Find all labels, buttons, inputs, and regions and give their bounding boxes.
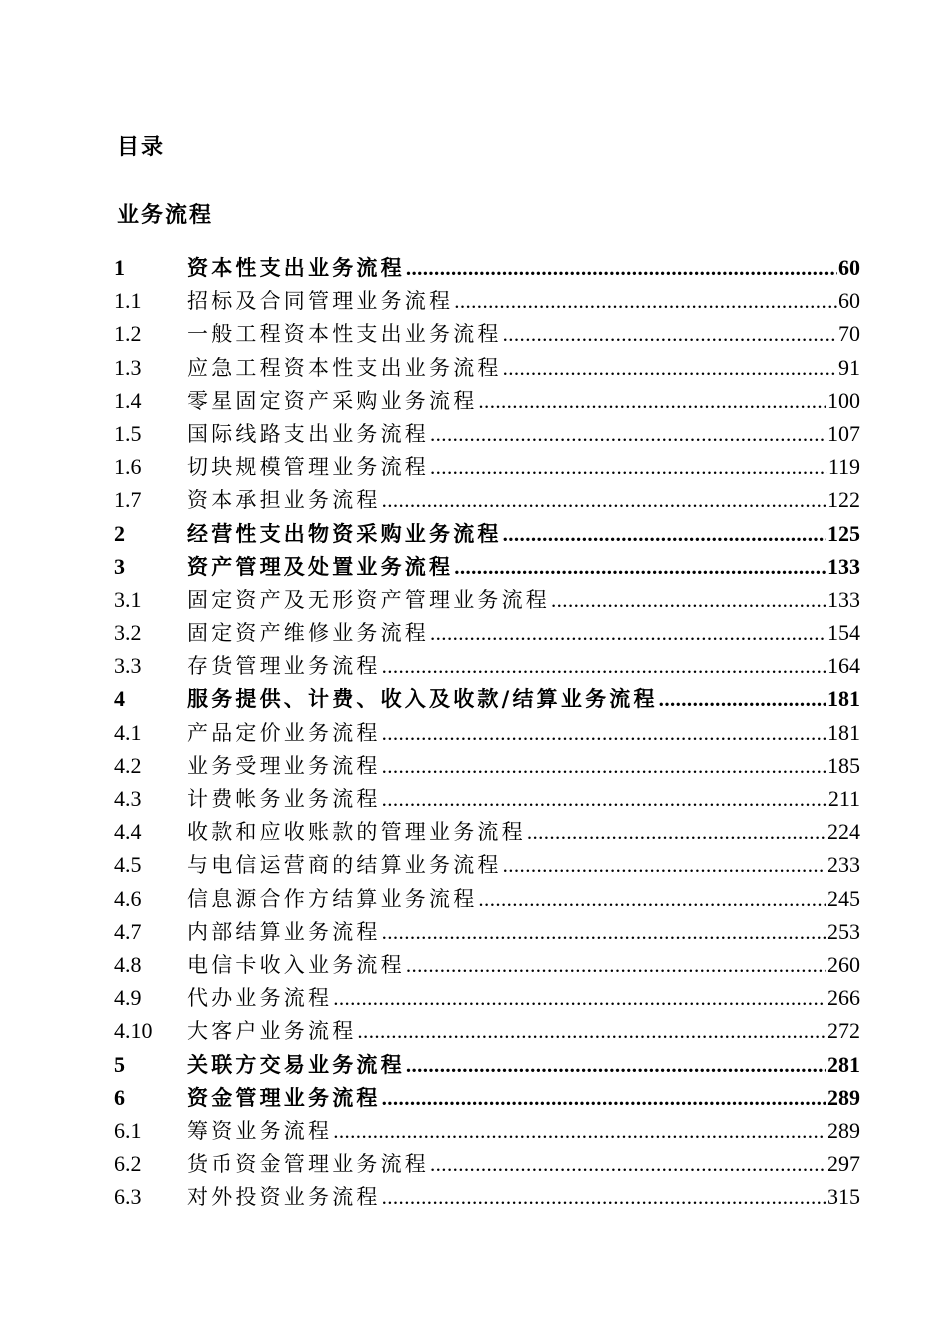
toc-entry-number: 6.2 [114, 1151, 142, 1177]
toc-entry-page-number[interactable]: 181 [827, 686, 860, 712]
toc-entry-number: 1.3 [114, 354, 142, 380]
toc-entry-number: 2 [114, 520, 125, 546]
toc-entry-page-number[interactable]: 60 [838, 288, 860, 314]
toc-entry-number: 6.3 [114, 1184, 142, 1210]
toc-entry-title[interactable]: 电信卡收入业务流程 [187, 952, 405, 977]
toc-entry-page-number[interactable]: 211 [827, 786, 860, 811]
toc-dot-leader [406, 1049, 826, 1082]
toc-entry-page-number[interactable]: 289 [827, 1084, 860, 1110]
toc-entry-page-number[interactable]: 70 [838, 321, 860, 347]
toc-entry-number: 4.6 [114, 885, 142, 911]
toc-entry[interactable] [114, 1014, 860, 1047]
toc-entry-page-number[interactable]: 272 [827, 1018, 860, 1044]
toc-entry-page-number[interactable]: 289 [827, 1117, 860, 1143]
toc-entry[interactable] [114, 616, 860, 649]
toc-dot-leader [382, 650, 826, 683]
toc-entry[interactable] [114, 251, 860, 284]
toc-dot-leader [382, 1082, 826, 1115]
toc-entry-title[interactable]: 资金管理业务流程 [187, 1084, 381, 1110]
section-heading: 业务流程 [117, 202, 214, 228]
toc-dot-leader [478, 883, 826, 916]
toc-entry-number: 6.1 [114, 1117, 142, 1143]
toc-entry-number: 5 [114, 1051, 125, 1077]
toc-dot-leader [382, 1181, 826, 1214]
toc-dot-leader [382, 916, 826, 949]
toc-entry-number: 4.2 [114, 752, 142, 778]
toc-entry-title[interactable]: 对外投资业务流程 [187, 1185, 381, 1210]
toc-entry-number: 1.4 [114, 387, 142, 413]
toc-entry-title[interactable]: 计费帐务业务流程 [187, 787, 381, 811]
toc-entry-number: 4.9 [114, 985, 142, 1011]
toc-entry-page-number[interactable]: 122 [827, 487, 860, 513]
toc-entry-page-number[interactable]: 224 [827, 819, 860, 845]
toc-entry[interactable] [114, 649, 860, 682]
toc-dot-leader [357, 1015, 826, 1048]
toc-dot-leader [382, 484, 826, 517]
toc-dot-leader [503, 352, 837, 385]
toc-entry-number: 3 [114, 553, 125, 579]
toc-entry-page-number[interactable]: 91 [838, 354, 860, 380]
toc-entry[interactable] [114, 284, 860, 317]
toc-entry-number: 3.3 [114, 653, 142, 679]
toc-dot-leader [454, 551, 826, 584]
toc-entry[interactable] [114, 716, 860, 749]
toc-dot-leader [430, 418, 826, 451]
toc-entry-number: 4.10 [114, 1018, 153, 1044]
toc-entry[interactable] [114, 915, 860, 948]
toc-entry[interactable] [114, 981, 860, 1014]
toc-entry-title[interactable]: 固定资产维修业务流程 [187, 621, 429, 646]
toc-dot-leader [503, 849, 826, 882]
toc-entry[interactable] [114, 948, 860, 981]
toc-dot-leader [382, 750, 826, 783]
toc-entry-number: 4.7 [114, 918, 142, 944]
toc-entry-page-number[interactable]: 245 [827, 885, 860, 911]
toc-entry[interactable] [114, 517, 860, 550]
toc-entry[interactable] [114, 550, 860, 583]
toc-entry-number: 1.2 [114, 321, 142, 347]
toc-entry[interactable] [114, 1147, 860, 1180]
toc-entry-title[interactable]: 资产管理及处置业务流程 [187, 553, 454, 579]
toc-entry-number: 3.2 [114, 620, 142, 646]
toc-entry[interactable] [114, 1114, 860, 1147]
toc-entry-page-number[interactable]: 233 [827, 852, 860, 878]
toc-entry[interactable] [114, 882, 860, 915]
toc-entry-page-number[interactable]: 266 [827, 985, 860, 1011]
toc-entry[interactable] [114, 317, 860, 350]
toc-entry-title[interactable]: 切块规模管理业务流程 [187, 455, 429, 480]
toc-entry-page-number[interactable]: 281 [827, 1051, 860, 1077]
toc-dot-leader [551, 584, 826, 617]
toc-dot-leader [430, 1148, 826, 1181]
toc-entry-number: 4.4 [114, 819, 142, 845]
toc-entry-number: 4.5 [114, 852, 142, 878]
toc-dot-leader [382, 717, 826, 750]
toc-dot-leader [503, 318, 837, 351]
toc-entry[interactable] [114, 749, 860, 782]
toc-entry-title[interactable]: 一般工程资本性支出业务流程 [187, 322, 502, 347]
toc-dot-leader [430, 617, 826, 650]
toc-entry-title[interactable]: 大客户业务流程 [187, 1019, 357, 1044]
toc-dot-leader [659, 683, 826, 716]
toc-entry-title[interactable]: 招标及合同管理业务流程 [187, 289, 454, 314]
toc-entry-title[interactable]: 筹资业务流程 [187, 1118, 333, 1143]
toc-entry[interactable] [114, 1081, 860, 1114]
toc-entry-number: 3.1 [114, 586, 142, 612]
toc-entry[interactable] [114, 483, 860, 516]
toc-entry-page-number[interactable]: 260 [827, 951, 860, 977]
toc-entry[interactable] [114, 384, 860, 417]
toc-entry-title[interactable]: 货币资金管理业务流程 [187, 1152, 429, 1177]
page-title: 目录 [117, 134, 166, 160]
toc-entry-page-number[interactable]: 125 [827, 520, 860, 546]
toc-entry[interactable] [114, 848, 860, 881]
toc-entry-title[interactable]: 代办业务流程 [187, 986, 333, 1011]
toc-entry-page-number[interactable]: 181 [827, 719, 860, 745]
toc-entry-page-number[interactable]: 119 [827, 454, 860, 480]
toc-dot-leader [406, 252, 837, 285]
toc-entry-number: 6 [114, 1084, 125, 1110]
toc-entry-number: 4 [114, 686, 125, 712]
toc-entry[interactable] [114, 1180, 860, 1213]
toc-entry[interactable] [114, 351, 860, 384]
toc-dot-leader [430, 451, 827, 484]
toc-dot-leader [382, 783, 827, 816]
toc-entry-number: 1.7 [114, 487, 142, 513]
toc-entry-number: 4.3 [114, 786, 142, 811]
toc-entry-page-number[interactable]: 154 [827, 620, 860, 646]
table-of-contents [114, 251, 860, 1213]
toc-entry[interactable] [114, 815, 860, 848]
toc-dot-leader [503, 518, 826, 551]
toc-entry-number: 1.6 [114, 454, 142, 480]
toc-entry-title[interactable]: 服务提供、计费、收入及收款/结算业务流程 [187, 686, 658, 712]
toc-entry-page-number[interactable]: 107 [827, 420, 860, 446]
toc-entry[interactable] [114, 417, 860, 450]
toc-entry-page-number[interactable]: 185 [827, 752, 860, 778]
toc-dot-leader [333, 1115, 826, 1148]
toc-entry-title[interactable]: 经营性支出物资采购业务流程 [187, 520, 502, 546]
toc-entry-page-number[interactable]: 133 [827, 553, 860, 579]
toc-entry-number: 1 [114, 255, 125, 280]
toc-entry-title[interactable]: 业务受理业务流程 [187, 753, 381, 778]
toc-entry-page-number[interactable]: 133 [827, 586, 860, 612]
toc-entry-number: 1.1 [114, 288, 142, 314]
toc-entry-page-number[interactable]: 315 [827, 1184, 860, 1210]
toc-dot-leader [333, 982, 826, 1015]
toc-entry-page-number[interactable]: 297 [827, 1151, 860, 1177]
toc-entry[interactable] [114, 682, 860, 715]
toc-entry[interactable] [114, 450, 860, 483]
toc-entry-title[interactable]: 关联方交易业务流程 [187, 1051, 405, 1077]
toc-entry-title[interactable]: 产品定价业务流程 [187, 720, 381, 745]
toc-entry-title[interactable]: 应急工程资本性支出业务流程 [187, 355, 502, 380]
toc-entry-title[interactable]: 资本承担业务流程 [187, 488, 381, 513]
toc-dot-leader [406, 949, 826, 982]
toc-entry-title[interactable]: 固定资产及无形资产管理业务流程 [187, 587, 550, 612]
toc-dot-leader [454, 285, 837, 318]
toc-entry-title[interactable]: 收款和应收账款的管理业务流程 [187, 820, 526, 845]
toc-entry[interactable] [114, 1048, 860, 1081]
toc-entry[interactable] [114, 782, 860, 815]
toc-entry-title[interactable]: 内部结算业务流程 [187, 919, 381, 944]
toc-entry-title[interactable]: 零星固定资产采购业务流程 [187, 388, 478, 413]
toc-entry-number: 1.5 [114, 420, 142, 446]
toc-entry-title[interactable]: 与电信运营商的结算业务流程 [187, 853, 502, 878]
toc-dot-leader [527, 816, 826, 849]
toc-entry-number: 4.8 [114, 951, 142, 977]
toc-entry-title[interactable]: 信息源合作方结算业务流程 [187, 886, 478, 911]
toc-entry-title[interactable]: 资本性支出业务流程 [187, 255, 405, 280]
toc-entry-page-number[interactable]: 253 [827, 918, 860, 944]
toc-entry-page-number[interactable]: 164 [827, 653, 860, 679]
toc-entry-number: 4.1 [114, 719, 142, 745]
toc-entry-title[interactable]: 国际线路支出业务流程 [187, 421, 429, 446]
toc-entry-page-number[interactable]: 60 [838, 255, 860, 280]
toc-entry[interactable] [114, 583, 860, 616]
toc-dot-leader [478, 385, 826, 418]
toc-entry-page-number[interactable]: 100 [827, 387, 860, 413]
toc-entry-title[interactable]: 存货管理业务流程 [187, 654, 381, 679]
